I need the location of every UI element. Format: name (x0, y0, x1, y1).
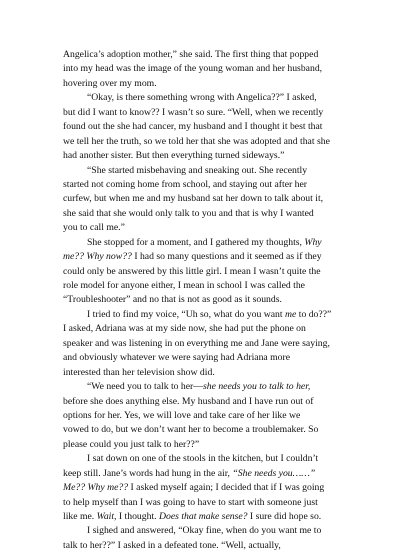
text-run: before she does anything else. My husband and I have run out of (63, 395, 314, 407)
text-line (63, 48, 363, 62)
body-text (63, 48, 363, 553)
text-line (63, 438, 363, 452)
text-line (63, 293, 363, 307)
text-run: curfew, but when me and my husband sat her down to talk about it, (63, 193, 324, 205)
italic-text: Me?? Why me?? (63, 482, 129, 494)
text-run: had another sister. But then everything turned sideways.” (63, 150, 285, 162)
text-line (63, 524, 363, 538)
text-run: keep still. Jane’s words had hung in the air, (63, 467, 233, 479)
text-line (63, 149, 363, 163)
text-run: please could you just talk to her??” (63, 438, 200, 450)
text-run: into my head was the image of the young woman and her husband, (63, 63, 323, 75)
text-run: started not coming home from school, and staying out after her (63, 178, 308, 190)
text-line (63, 539, 363, 553)
text-run: to help myself than I was going to have to start with someone just (63, 496, 318, 508)
text-line (63, 366, 363, 380)
text-run: talk to her??” I asked in a defeated tone. “Well, actually, (63, 539, 281, 551)
text-run: “She started misbehaving and sneaking out. She recently (87, 164, 308, 176)
text-run: options for her. Yes, we will love and take care of her like we (63, 409, 301, 421)
text-run: I had so many questions and it seemed as if they (131, 251, 322, 263)
text-run: we tell her the truth, so we told her that she was adopted and that she (63, 135, 330, 147)
text-line (63, 192, 363, 206)
text-run: you to call me.” (63, 222, 125, 234)
text-run: speaker and was listening in on everything me and Jane were saying, (63, 337, 330, 349)
text-line (63, 236, 363, 250)
text-line (63, 178, 363, 192)
text-line (63, 496, 363, 510)
text-run: she said that she would only talk to you and that is why I wanted (63, 207, 314, 219)
text-run: I thought. (116, 511, 159, 522)
italic-text: me (285, 308, 297, 320)
text-run: hovering over my mom. (63, 77, 157, 89)
text-run: like me. (63, 511, 97, 522)
text-line (63, 322, 363, 336)
text-run: “We need you to talk to her— (87, 381, 203, 393)
text-line (63, 395, 363, 409)
text-run: “Okay, is there something wrong with Angelica??” I asked, (87, 92, 317, 104)
text-line (63, 91, 363, 105)
text-run: but did I want to know?? I wasn’t so sure. “Well, when we recently (63, 106, 324, 118)
italic-text: Why (304, 236, 322, 248)
text-run: I asked, Adriana was at my side now, she had put the phone on (63, 323, 306, 335)
text-line (63, 279, 363, 293)
text-line (63, 380, 363, 394)
text-line (63, 135, 363, 149)
text-line (63, 207, 363, 221)
text-run: “Troubleshooter” and no that is not as good as it sounds. (63, 294, 282, 306)
text-line (63, 423, 363, 437)
text-run: I asked myself again; I decided that if I was going (128, 482, 325, 494)
text-line (63, 351, 363, 365)
text-line (63, 120, 363, 134)
text-run: interested than her television show did. (63, 366, 215, 378)
italic-text: Wait, (96, 511, 117, 522)
text-line (63, 409, 363, 423)
text-line (63, 510, 363, 524)
text-line (63, 77, 363, 91)
italic-text: “She needs you……” (232, 467, 316, 479)
text-line (63, 467, 363, 481)
text-run: could only be answered by this little girl. I mean I wasn’t quite the (63, 265, 321, 277)
text-line (63, 221, 363, 235)
text-line (63, 452, 363, 466)
text-run: role model for anyone either, I mean in school I was called the (63, 280, 305, 291)
text-run: I sure did hope so. (247, 511, 322, 522)
text-line (63, 308, 363, 322)
text-run: and obviously whatever we were saying had Adriana more (63, 352, 291, 364)
text-run: I tried to find my voice, “Uh so, what do you want (87, 308, 286, 320)
text-run: to do??” (296, 308, 332, 320)
text-run: She stopped for a moment, and I gathered my thoughts, (87, 236, 305, 248)
italic-text: Does that make sense? (158, 511, 248, 522)
text-line (63, 265, 363, 279)
text-run: found out the she had cancer, my husband and I thought it best that (63, 121, 323, 133)
text-line (63, 481, 363, 495)
text-line (63, 62, 363, 76)
italic-text: she needs you to talk to her, (202, 381, 311, 393)
text-line (63, 164, 363, 178)
text-run: vowed to do, but we don’t want her to become a troublemaker. So (63, 424, 319, 436)
text-run: I sat down on one of the stools in the kitchen, but I couldn’t (87, 453, 319, 465)
italic-text: me?? Why now?? (63, 251, 132, 263)
text-run: Angelica’s adoption mother,” she said. The first thing that popped (63, 49, 319, 60)
text-run: I sighed and answered, “Okay fine, when do you want me to (87, 525, 322, 537)
text-line (63, 250, 363, 264)
text-line (63, 337, 363, 351)
text-line (63, 106, 363, 120)
